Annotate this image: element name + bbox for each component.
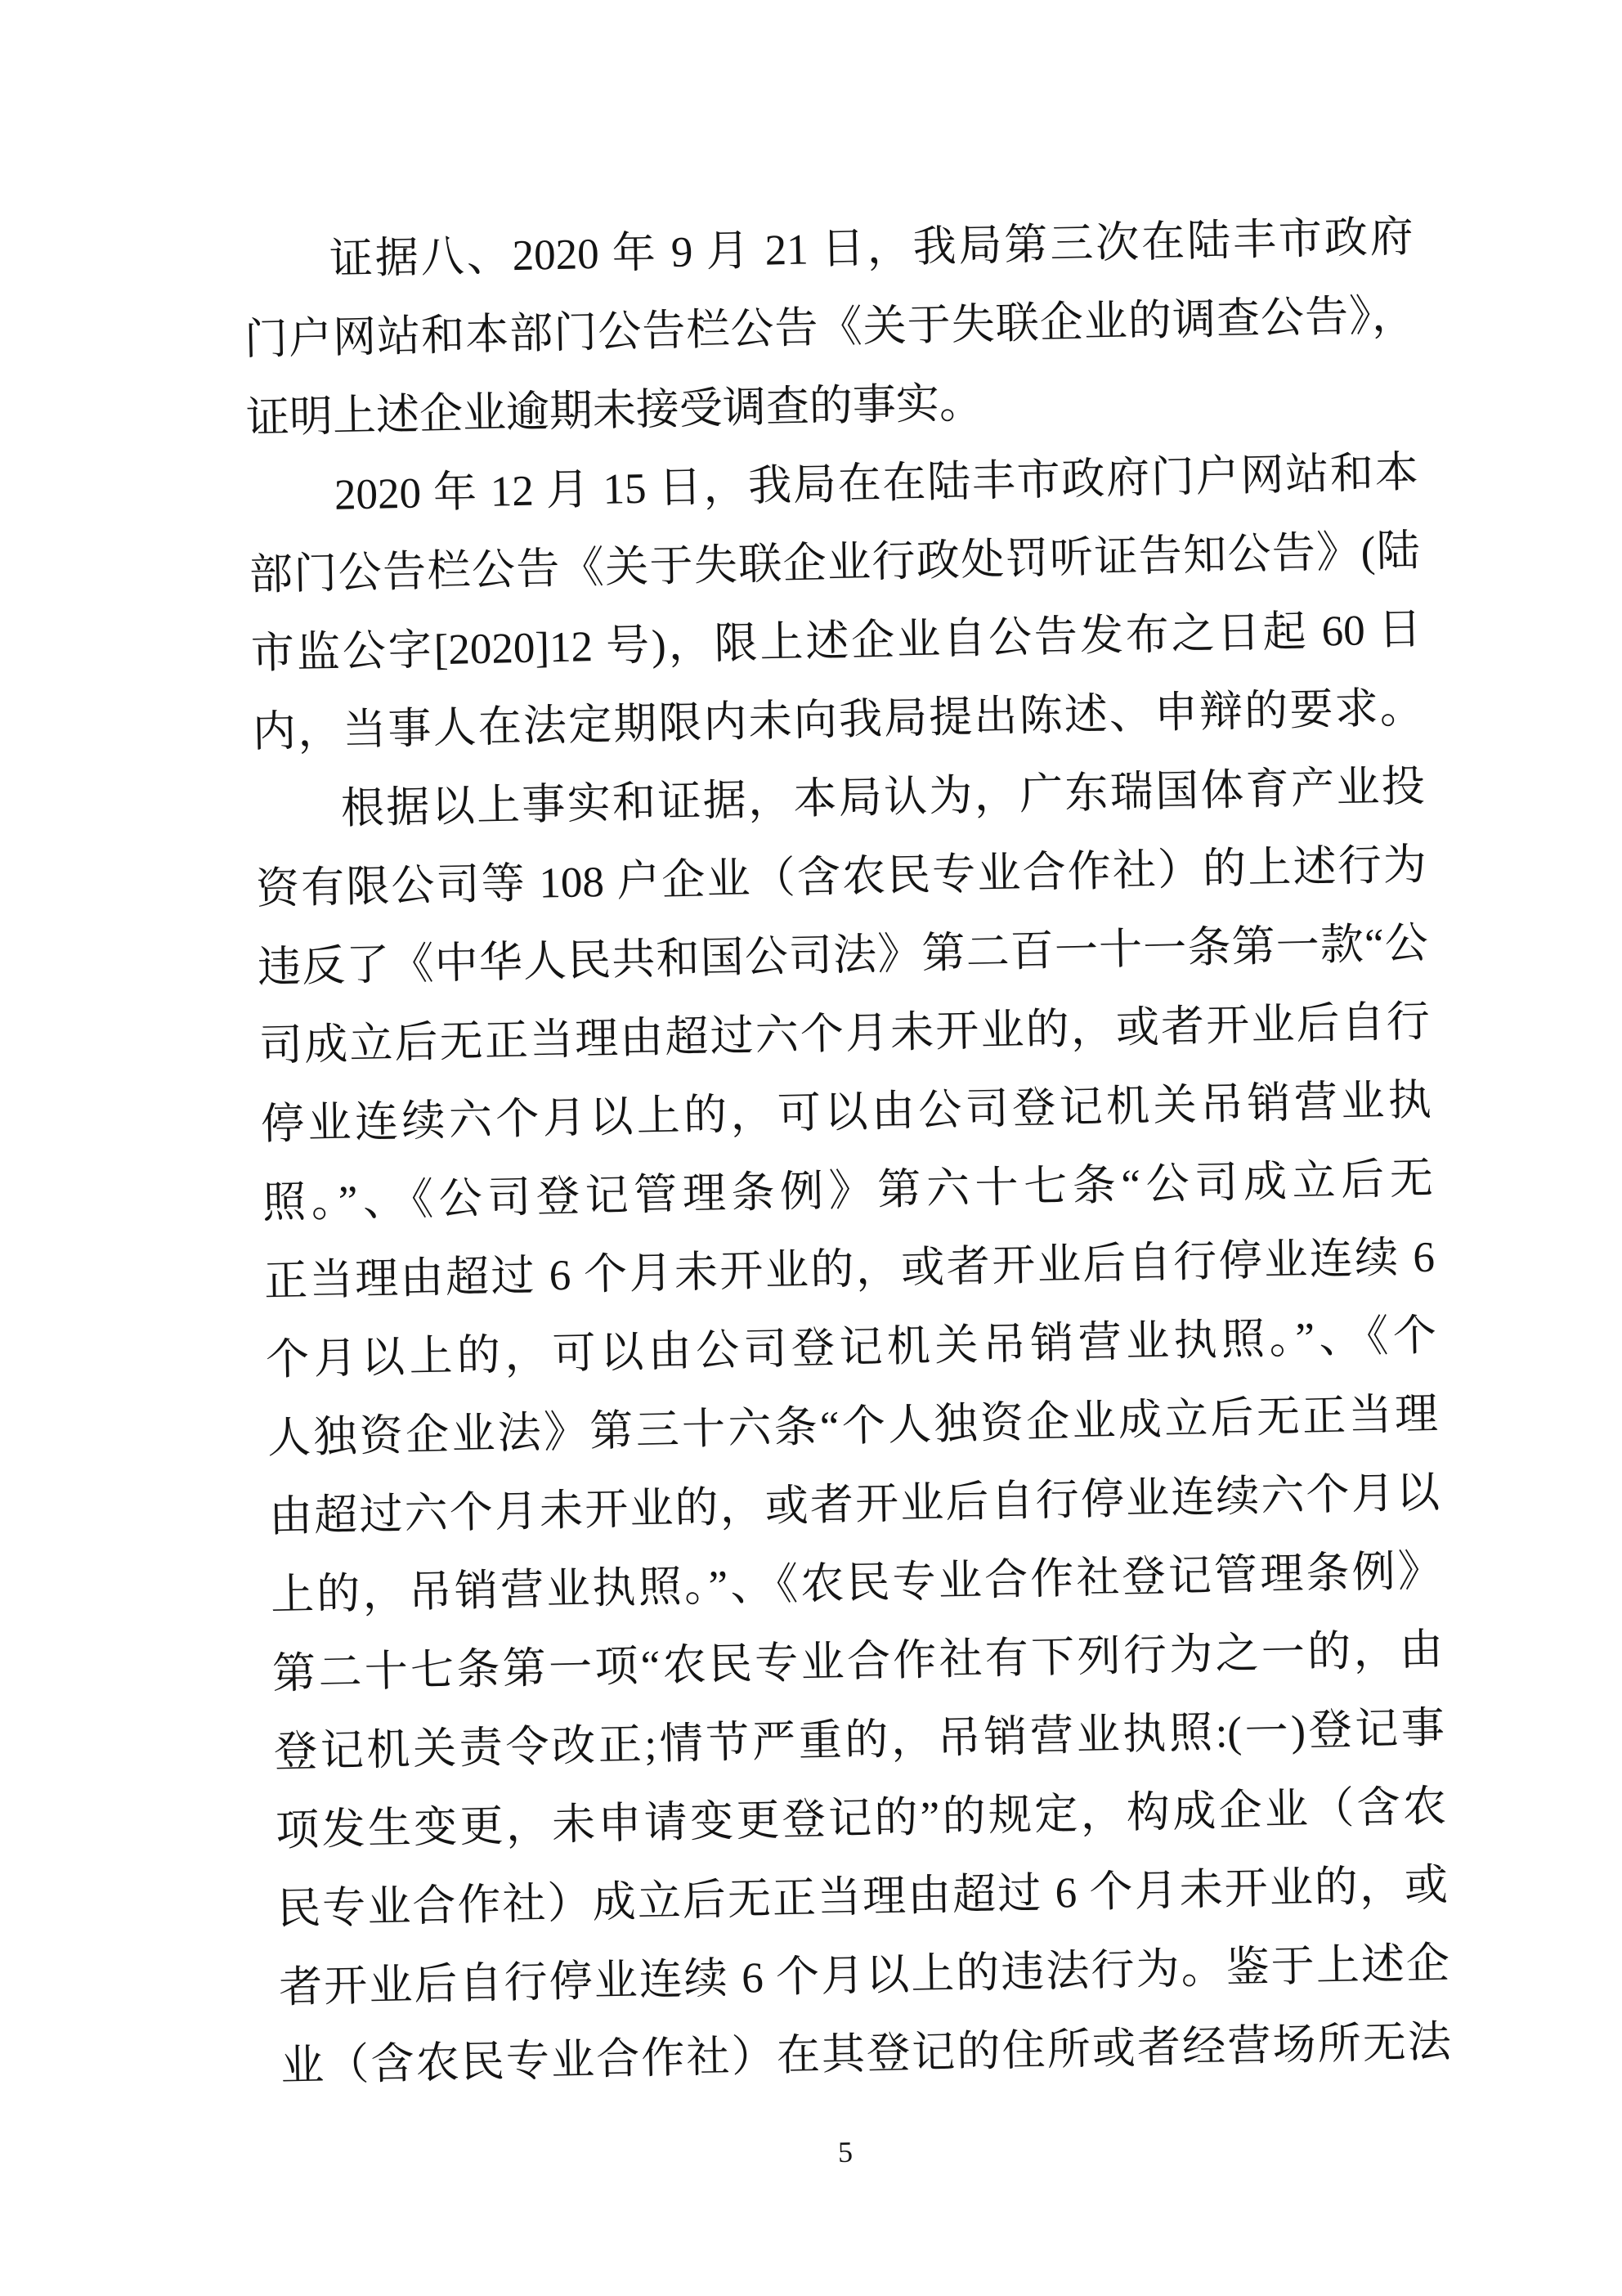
text-line: 个月以上的，可以由公司登记机关吊销营业执照。”、《个: [265, 1312, 1437, 1384]
text-line: 项发生变更，未申请变更登记的”的规定，构成企业（含农: [275, 1783, 1447, 1855]
text-line: 市监公字[2020]12 号)，限上述企业自公告发布之日起 60 日: [250, 605, 1423, 678]
text-line: 者开业后自行停业连续 6 个月以上的违法行为。鉴于上述企: [278, 1939, 1450, 2012]
text-line: 证明上述企业逾期未接受调查的事实。: [245, 379, 984, 442]
text-line: 民专业合作社）成立后无正当理由超过 6 个月未开业的，或: [276, 1861, 1449, 1934]
text-line: 2020 年 12 月 15 日，我局在在陆丰市政府门户网站和本: [334, 448, 1419, 519]
text-line: 司成立后无正当理由超过六个月未开业的，或者开业后自行: [258, 998, 1431, 1070]
text-line: 上的，吊销营业执照。”、《农民专业合作社登记管理条例》: [270, 1547, 1442, 1620]
text-line: 证据八、2020 年 9 月 21 日，我局第三次在陆丰市政府: [329, 213, 1414, 284]
text-line: 停业连续六个月以上的，可以由公司登记机关吊销营业执: [260, 1076, 1432, 1149]
page-number: 5: [837, 2135, 854, 2169]
text-line: 人独资企业法》第三十六条“个人独资企业成立后无正当理: [267, 1390, 1439, 1463]
text-line: 第二十七条第一项“农民专业合作社有下列行为之一的，由: [271, 1626, 1444, 1698]
text-line: 登记机关责令改正;情节严重的，吊销营业执照:(一)登记事: [273, 1704, 1445, 1777]
text-line: 门户网站和本部门公告栏公告《关于失联企业的调查公告》，: [244, 291, 1416, 364]
text-line: 部门公告栏公告《关于失联企业行政处罚听证告知公告》(陆: [249, 527, 1421, 599]
text-line: 违反了《中华人民共和国公司法》第二百一十一条第一款“公: [257, 919, 1429, 992]
text-line: 资有限公司等 108 户企业（含农民专业合作社）的上述行为: [255, 841, 1427, 913]
document-body: [242, 198, 1452, 2105]
text-line: 正当理由超过 6 个月未开业的，或者开业后自行停业连续 6: [263, 1233, 1436, 1306]
text-line: 内，当事人在法定期限内未向我局提出陈述、申辩的要求。: [252, 684, 1424, 756]
text-line: 由超过六个月未开业的，或者开业后自行停业连续六个月以: [268, 1469, 1441, 1541]
text-line: 照。”、《公司登记管理条例》第六十七条“公司成立后无: [262, 1155, 1434, 1227]
text-line: 根据以上事实和证据，本局认为，广东瑞国体育产业投: [340, 762, 1426, 833]
text-line: 业（含农民专业合作社）在其登记的住所或者经营场所无法: [280, 2018, 1452, 2091]
